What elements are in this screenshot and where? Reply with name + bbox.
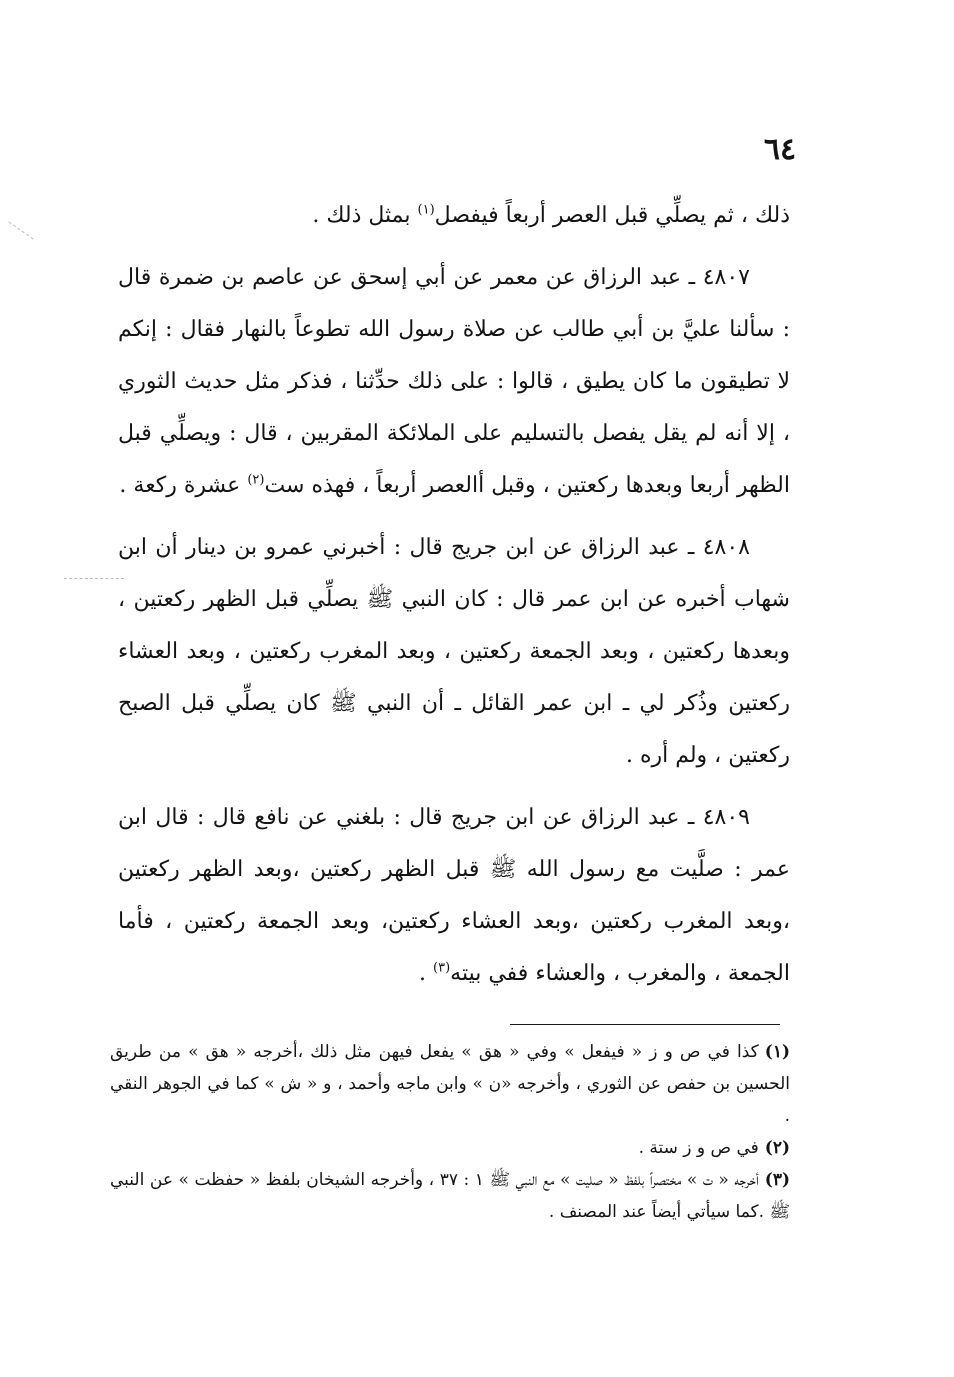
paragraph-text: ٤٨٠٨ ـ عبد الرزاق عن ابن جريج قال : أخبرني عمرو بن دينار أن ابن شهاب أخبره عن ابن عمر قال : كان النبي ﷺ يصلِّي قبل الظهر ركعتين ، وبعدها ركعتين ، وبعد الجمعة ركعتين ، وبعد المغرب ركعتين ، وبعد العشاء ركعتين وذُكر لي ـ ابن عمر القائل ـ أن النبي ﷺ كان يصلِّي قبل الصبح ركعتين ، ولم أره . — [118, 535, 790, 768]
footnotes — [110, 1036, 790, 1228]
footnote-text: أخرجه « ت » مختصراً بلفظ « صليت » مع النبي ﷺ ١ : ٣٧ ، وأخرجه الشيخان بلفظ « حفظت » عن النبي ﷺ .كما سيأتي أيضاً عند المصنف . — [110, 1170, 790, 1222]
paragraph-tail: . — [419, 961, 434, 986]
footnote-marker[interactable]: (١) — [417, 202, 435, 218]
footnote-divider — [510, 1024, 780, 1025]
paragraph-text: ٤٨٠٩ ـ عبد الرزاق عن ابن جريج قال : بلغني عن نافع قال : قال ابن عمر : صلَّيت مع رسول الله ﷺ قبل الظهر ركعتين ،وبعد الظهر ركعتين ،وبعد المغرب ركعتين ،وبعد العشاء ركعتين، وبعد الجمعة ركعتين ، فأما الجمعة ، والمغرب ، والعشاء ففي بيته — [118, 805, 790, 986]
hadith-4807 — [118, 252, 790, 512]
paragraph-continuation — [118, 190, 790, 242]
footnote-text: في ص و ز ستة . — [638, 1138, 759, 1158]
paragraph-text: ٤٨٠٧ ـ عبد الرزاق عن معمر عن أبي إسحق عن عاصم بن ضمرة قال : سألنا عليَّ بن أبي طالب عن صلاة رسول الله تطوعاً بالنهار فقال : إنكم لا تطيقون ما كان يطيق ، قالوا : على ذلك حدِّثنا ، فذكر مثل حديث الثوري ، إلا أنه لم يقل يفصل بالتسليم على الملائكة المقربين ، قال : ويصلِّي قبل الظهر أربعا وبعدها ركعتين ، وقبل أالعصر أربعاً ، فهذه ست — [118, 265, 790, 498]
paragraph-text: ذلك ، ثم يصلِّي قبل العصر أربعاً فيفصل — [434, 203, 790, 228]
footnote-1 — [110, 1036, 790, 1132]
main-text — [118, 190, 790, 1010]
hadith-4808 — [118, 522, 790, 782]
scan-artifact — [64, 578, 124, 579]
footnote-number: (١) — [764, 1042, 790, 1062]
scan-artifact — [8, 221, 33, 239]
footnote-2 — [110, 1132, 790, 1164]
footnote-number: (٢) — [764, 1138, 790, 1158]
paragraph-tail: بمثل ذلك . — [312, 203, 418, 228]
footnote-text: كذا في ص و ز « فيفعل » وفي « هق » يفعل فيهن مثل ذلك ،أخرجه « هق » من طريق الحسين بن حفص عن الثوري ، وأخرجه «ن » وابن ماجه وأحمد ، و « ش » كما في الجوهر النقي . — [110, 1042, 790, 1126]
footnote-marker[interactable]: (٣) — [433, 960, 451, 976]
footnote-marker[interactable]: (٢) — [247, 472, 265, 488]
paragraph-tail: عشرة ركعة . — [119, 473, 248, 498]
page-number: ٦٤ — [763, 132, 797, 167]
footnote-number: (٣) — [764, 1170, 790, 1190]
hadith-4809 — [118, 792, 790, 1000]
footnote-3 — [110, 1164, 790, 1228]
